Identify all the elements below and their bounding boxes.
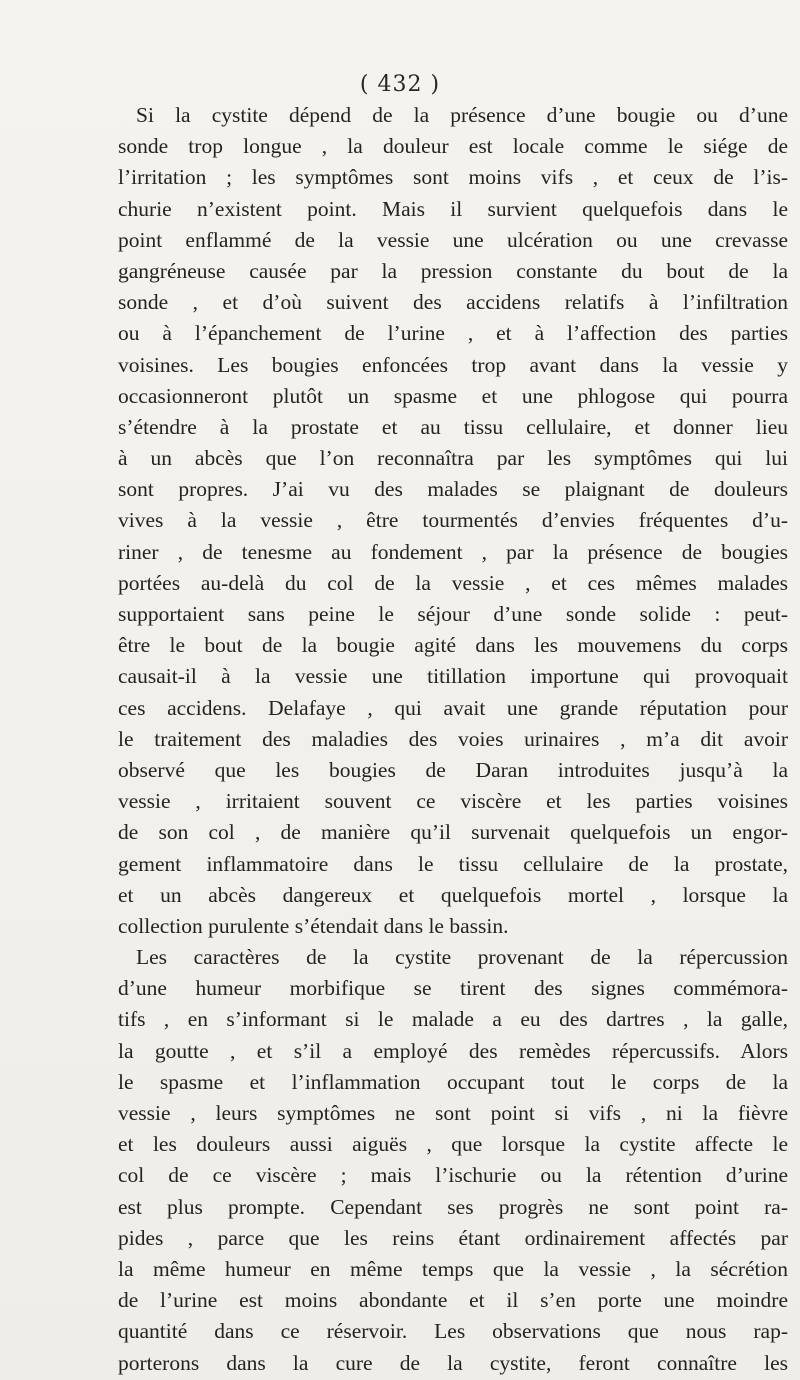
page-number: ( 432 ) (359, 72, 441, 97)
text-line: vessie , leurs symptômes ne sont point si vifs , ni la fièvre (118, 1101, 788, 1125)
text-line: churie n’existent point. Mais il survient quelquefois dans le (118, 196, 788, 221)
text-line: être le bout de la bougie agité dans les mouvemens du corps (118, 633, 788, 658)
text-line: col de ce viscère ; mais l’ischurie ou la rétention d’urine (118, 1163, 788, 1188)
text-line: quantité dans ce réservoir. Les observations que nous rap- (118, 1319, 788, 1344)
text-line: voisines. Les bougies enfoncées trop avant dans la vessie y (118, 352, 788, 377)
text-line: vives à la vessie , être tourmentés d’envies fréquentes d’u- (118, 508, 788, 533)
text-line: le traitement des maladies des voies urinaires , m’a dit avoir (118, 726, 788, 751)
text-line: s’étendre à la prostate et au tissu cellulaire, et donner lieu (118, 414, 788, 439)
text-line: vessie , irritaient souvent ce viscère et les parties voisines (118, 789, 788, 814)
text-line: gangréneuse causée par la pression constante du bout de la (118, 258, 788, 283)
text-line: d’une humeur morbifique se tirent des signes commémora- (118, 976, 788, 1001)
text-line: et un abcès dangereux et quelquefois mortel , lorsque la (118, 882, 788, 907)
text-line: Si la cystite dépend de la présence d’une bougie ou d’une (136, 103, 788, 127)
text-line: point enflammé de la vessie une ulcération ou une crevasse (118, 227, 788, 252)
text-line: ou à l’épanchement de l’urine , et à l’affection des parties (118, 321, 788, 346)
text-line: sonde trop longue , la douleur est locale comme le siége de (118, 134, 788, 159)
text-line: portées au-delà du col de la vessie , et ces mêmes malades (118, 570, 788, 595)
text-line: de l’urine est moins abondante et il s’en porte une moindre (118, 1288, 788, 1313)
text-line: collection purulente s’étendait dans le bassin. (118, 913, 509, 938)
text-line: occasionneront plutôt un spasme et une phlogose qui pourra (118, 383, 788, 408)
text-line: est plus prompte. Cependant ses progrès ne sont point ra- (118, 1194, 788, 1219)
text-line: tifs , en s’informant si le malade a eu des dartres , la galle, (118, 1007, 788, 1032)
text-line: l’irritation ; les symptômes sont moins vifs , et ceux de l’is- (118, 165, 788, 190)
text-line: riner , de tenesme au fondement , par la présence de bougies (118, 539, 788, 564)
text-line: porterons dans la cure de la cystite, feront connaître les (118, 1350, 788, 1375)
text-line: gement inflammatoire dans le tissu cellulaire de la prostate, (118, 851, 788, 876)
text-line: Les caractères de la cystite provenant de la répercussion (136, 945, 788, 970)
text-line: causait-il à la vessie une titillation importune qui provoquait (118, 664, 788, 689)
text-line: de son col , de manière qu’il survenait quelquefois un engor- (118, 820, 788, 845)
text-line: et les douleurs aussi aiguës , que lorsque la cystite affecte le (118, 1132, 788, 1157)
text-line: observé que les bougies de Daran introduites jusqu’à la (118, 757, 788, 782)
text-line: sont propres. J’ai vu des malades se plaignant de douleurs (118, 477, 788, 502)
text-line: la goutte , et s’il a employé des remèdes répercussifs. Alors (118, 1038, 788, 1063)
text-line: la même humeur en même temps que la vessie , la sécrétion (118, 1256, 788, 1281)
text-line: ces accidens. Delafaye , qui avait une grande réputation pour (118, 695, 788, 720)
text-line: le spasme et l’inflammation occupant tout le corps de la (118, 1069, 788, 1094)
body-text (118, 100, 788, 1379)
text-line: supportaient sans peine le séjour d’une sonde solide : peut- (118, 602, 788, 626)
text-line: sonde , et d’où suivent des accidens relatifs à l’infiltration (118, 290, 788, 315)
text-line: à un abcès que l’on reconnaîtra par les symptômes qui lui (118, 446, 788, 471)
text-line: pides , parce que les reins étant ordinairement affectés par (118, 1225, 788, 1250)
